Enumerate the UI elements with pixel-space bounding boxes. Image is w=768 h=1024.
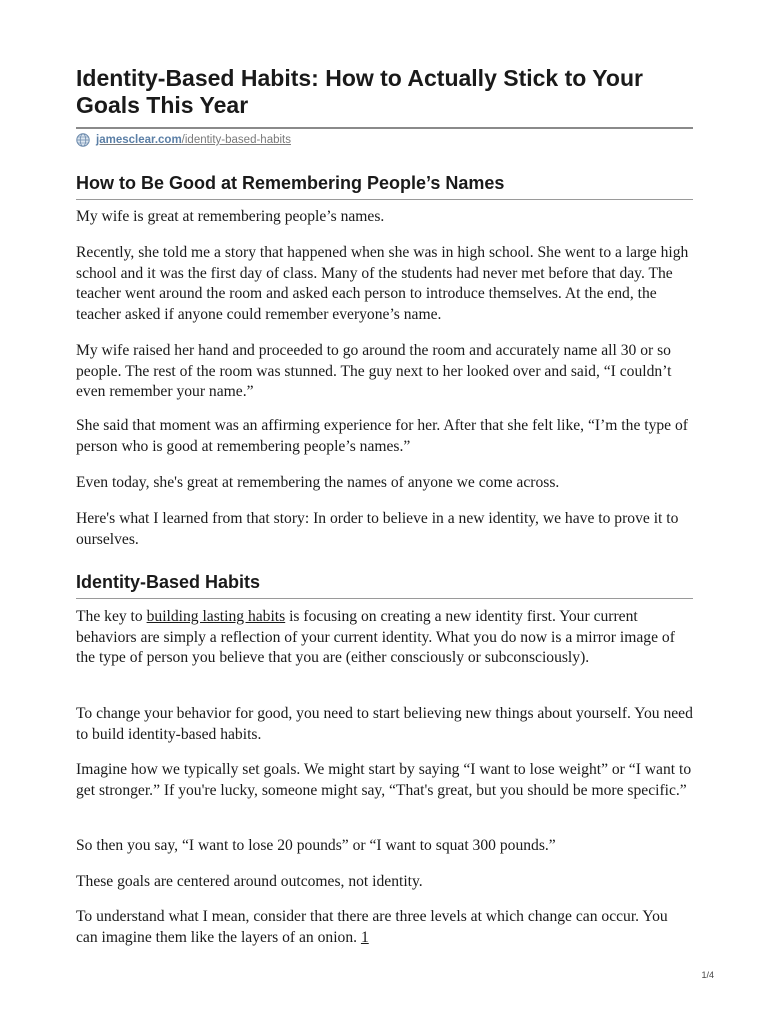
paragraph: Even today, she's great at remembering the names of anyone we come across. [76, 474, 560, 491]
section-heading-names: How to Be Good at Remembering People’s Names [76, 173, 505, 193]
paragraph: She said that moment was an affirming experience for her. After that she felt like, “I’m the type of person who is good at remembering people’s names.” [76, 417, 688, 455]
page-number: 1/4 [701, 970, 714, 980]
paragraph [76, 607, 693, 669]
paragraph-text: is focusing on creating a new identity first. Your current behaviors are simply a reflection of your current identity. What you do now is a mirror image of the type of person you believe that you are (either consciously or subconsciously). [76, 608, 675, 666]
section-divider [76, 598, 693, 599]
paragraph-text: The key to [76, 608, 147, 625]
paragraph: Here's what I learned from that story: In order to believe in a new identity, we have to prove it to ourselves. [76, 510, 679, 548]
paragraph [76, 907, 693, 948]
source-line [76, 131, 291, 149]
paragraph: To change your behavior for good, you need to start believing new things about yourself. You need to build identity-based habits. [76, 705, 693, 743]
source-domain: jamesclear.com [96, 134, 182, 146]
article-title: Identity-Based Habits: How to Actually Stick to Your Goals This Year [76, 65, 643, 118]
building-habits-link[interactable]: building lasting habits [146, 608, 286, 625]
paragraph: My wife raised her hand and proceeded to go around the room and accurately name all 30 or so people. The rest of the room was stunned. The guy next to her looked over and said, “I couldn’t even remember your name.” [76, 342, 672, 400]
source-link[interactable] [96, 134, 291, 146]
footnote-link[interactable]: 1 [360, 928, 369, 946]
paragraph-text: To understand what I mean, consider that there are three levels at which change can occur. You can imagine them like the layers of an onion. [76, 908, 668, 946]
paragraph: These goals are centered around outcomes, not identity. [76, 873, 423, 890]
paragraph: Recently, she told me a story that happened when she was in high school. She went to a large high school and it was the first day of class. Many of the students had never met before that day. The teacher went around the room and asked each person to introduce themselves. At the end, the teacher asked if anyone could remember everyone’s name. [76, 244, 689, 323]
title-divider [76, 127, 693, 129]
section-heading-identity-habits: Identity-Based Habits [76, 572, 261, 592]
section-divider [76, 199, 693, 200]
globe-icon [76, 133, 90, 147]
source-path: /identity-based-habits [181, 134, 291, 146]
paragraph: Imagine how we typically set goals. We might start by saying “I want to lose weight” or “I want to get stronger.” If you're lucky, someone might say, “That's great, but you should be more specific.” [76, 761, 692, 799]
paragraph: My wife is great at remembering people’s names. [76, 208, 385, 225]
paragraph: So then you say, “I want to lose 20 pounds” or “I want to squat 300 pounds.” [76, 837, 556, 854]
